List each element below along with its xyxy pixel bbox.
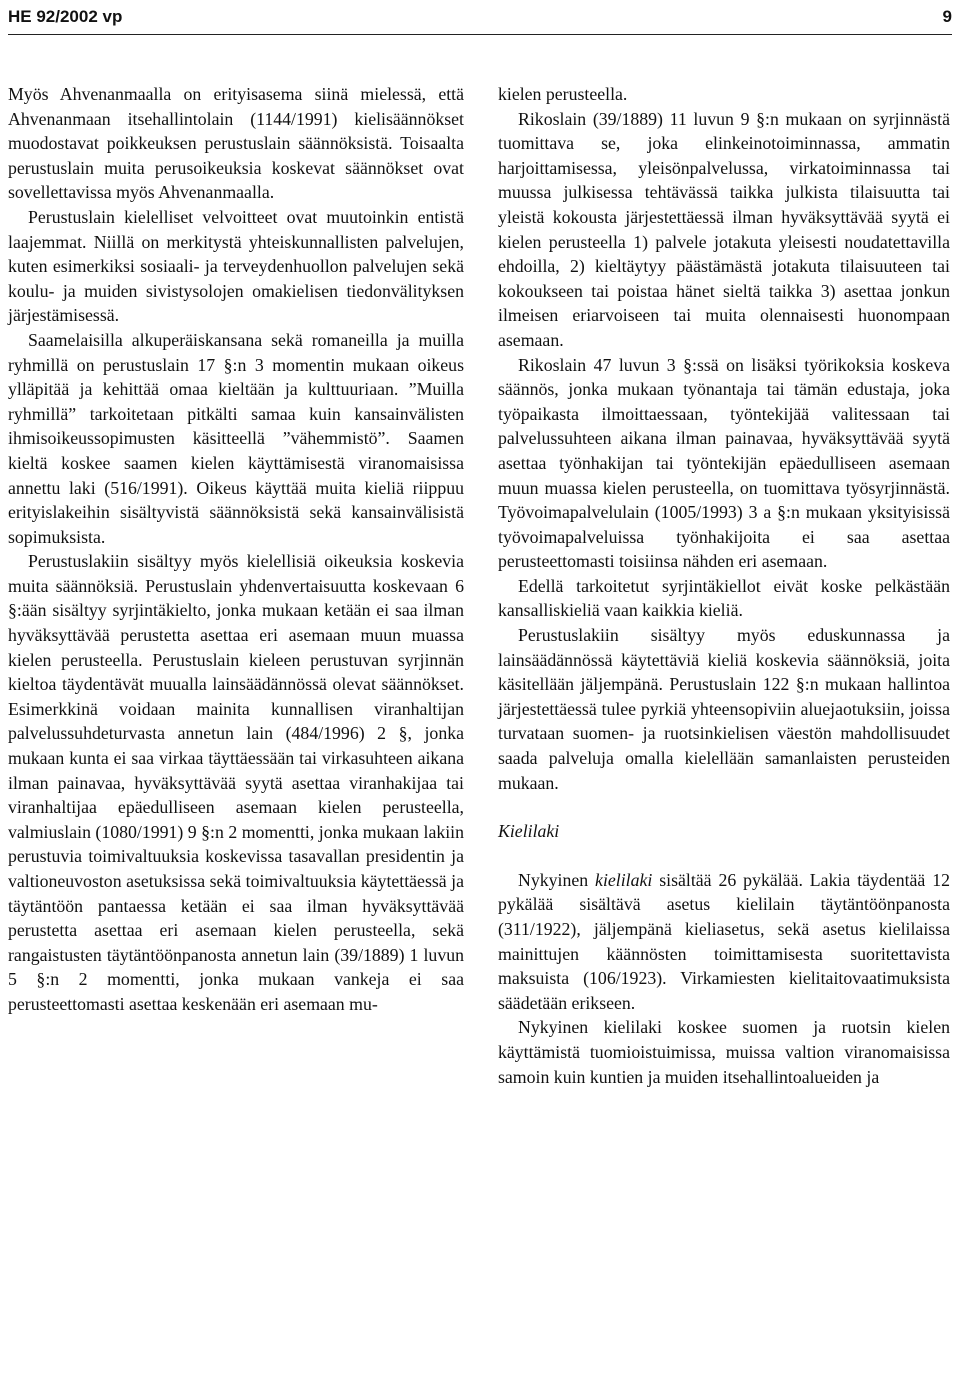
document-id: HE 92/2002 vp — [8, 7, 123, 26]
right-paragraph-3: Rikoslain 47 luvun 3 §:ssä on lisäksi työrikoksia koskeva säännös, jonka mukaan työnantaja tai tämän edustaja, joka työpaikasta ilmoittaessaan, työntekijää valitessaan tai palvelussuhteen aikana ilman painavaa, hyväksyttävää syytä asettaa työnhakijan tai työntekijän epäedulliseen asemaan muun muassa kielen perusteella, on tuomittava työsyrjinnästä. Työvoimapalvelulain (1005/1993) 3 a §:n mukaan yksityisissä työvoimapalveluissa työnhakijoita ei saa asettaa perusteettomasti toisiinsa nähden eri asemaan. — [498, 354, 950, 572]
left-paragraph-2: Perustuslain kielelliset velvoitteet ovat muutoinkin entistä laajemmat. Niillä on merkitystä yhteiskunnallisten palvelujen, kuten esimerkiksi sosiaali- ja terveydenhuollon palvelujen sekä koulu- ja muiden sivistysolojen omakielisen tiedonvälityksen järjestämisessä. — [8, 206, 464, 326]
right-paragraph-8: Nykyinen kielilaki koskee suomen ja ruotsin kielen käyttämistä tuomioistuimissa, muissa valtion viranomaisissa samoin kuin kuntien ja muiden itsehallintoalueiden ja — [498, 1017, 950, 1087]
right-paragraph-7 — [498, 868, 950, 1016]
left-paragraph-4: Perustuslakiin sisältyy myös kielellisiä oikeuksia koskevia muita säännöksiä. Perustuslain yhdenvertaisuutta koskevaan 6 §:ään sisältyy syrjintäkielto, jonka mukaan ketään ei saa ilman hyväksyttävää perustetta asettaa eri asemaan muun muassa kielen perusteella. Perustuslain kieleen perustuvan syrjinnän kieltoa täydentävät muualla lainsäädännössä olevat säännökset. Esimerkkinä voidaan mainita kunnallisen viranhaltijan palvelussuhdeturvasta annetun lain (484/1996) 2 §, jonka mukaan kunta ei saa virkaa täyttäessään tai virkasuhteen aikana ilman painavaa, hyväksyttävää syytä asettaa viranhakijaa tai viranhaltijaa epäedulliseen asemaan kielen perusteella, valmiuslain (1080/1991) 9 §:n 2 momentti, jonka mukaan lakiin perustuvia toimivaltuuksia koskevissa tasavallan presidentin ja valtioneuvoston asetuksissa sekä toimivaltuuksia käytettäessä ja täytäntöön pantaessa ketään ei saa ilman hyväksyttävää perustetta asettaa eri asemaan kielen perusteella, sekä rangaistusten täytäntöönpanosta annetun lain (39/1889) 1 luvun 5 §:n 2 momentti, jonka mukaan vankeja ei saa perusteettomasti asettaa keskenään eri asemaan mu- — [8, 551, 464, 1014]
right-heading-kielilaki: Kielilaki — [498, 821, 560, 842]
left-paragraph-1: Myös Ahvenanmaalla on erityisasema siinä mielessä, että Ahvenanmaan itsehallintolain (1144/1991) kielisäännökset muodostavat poikkeuksen perustuslain säännöksistä. Toisaalta perustuslain muita perusoikeuksia koskevat säännökset ovat sovellettavissa myös Ahvenanmaalla. — [8, 84, 464, 203]
paragraph-text: sisältää 26 pykälää. Lakia täydentää 12 pykälää sisältävä asetus kielilain täytäntöönpanosta (311/1922), jäljempänä kieliasetus, sekä asetus kielilaissa mainittujen käännösten toimittamisesta suoritettavista maksuista (106/1923). Virkamiesten kielitaitovaatimuksista säädetään erikseen. — [498, 869, 951, 1013]
right-column — [498, 82, 950, 1089]
left-column — [8, 82, 464, 1017]
header-rule — [8, 34, 952, 35]
page-number: 9 — [942, 7, 952, 26]
left-paragraph-3: Saamelaisilla alkuperäiskansana sekä romaneilla ja muilla ryhmillä on perustuslain 17 §:n 3 momentin mukaan oikeus ylläpitää ja kehittää omaa kieltään ja kulttuuriaan. ”Muilla ryhmillä” tarkoitetaan pitkälti samaa kuin kansainvälisten ihmisoikeussopimusten käsitteellä ”vähemmistö”. Saamen kieltä koskee saamen kielen käyttämisestä viranomaisissa annettu laki (516/1991). Oikeus käyttää muita kieliä riippuu erityislakeihin sisältyvistä säännöksistä sekä kansainvälisistä sopimuksista. — [8, 329, 464, 547]
page-header — [8, 5, 952, 33]
italic-term: kielilaki — [595, 869, 653, 890]
right-paragraph-2: Rikoslain (39/1889) 11 luvun 9 §:n mukaan on syrjinnästä tuomittava se, joka elinkeinotoiminnassa, ammatin harjoittamisessa, yleisönpalvelussa, virkatoiminnassa tai muussa julkisessa tehtävässä taikka julkista tilaisuutta tai yleistä kokousta järjestettäessä ilman hyväksyttävää syytä ei kielen perusteella 1) palvele jotakuta yleisesti noudatettavilla ehdoilla, 2) kieltäytyy päästämästä jotakuta tilaisuuteen tai kokoukseen tai poistaa hänet sieltä taikka 3) asettaa jonkun ilmeisen eriarvoiseen tai muita olennaisesti huonompaan asemaan. — [498, 108, 950, 350]
paragraph-text: Nykyinen — [518, 869, 596, 890]
right-paragraph-5: Perustuslakiin sisältyy myös eduskunnassa ja lainsäädännössä käytettäviä kieliä koskevia säännöksiä, joita käsitellään jäljempänä. Perustuslain 122 §:n mukaan hallintoa järjestettäessä tulee pyrkiä yhteensopiviin aluejaotuksiin, joissa turvataan suomen- ja ruotsinkielisen väestön mahdollisuudet saada palveluja omalla kielellään samanlaisten perusteiden mukaan. — [498, 625, 950, 793]
right-paragraph-4: Edellä tarkoitetut syrjintäkiellot eivät koske pelkästään kansalliskieliä vaan kaikkia kieliä. — [498, 575, 950, 621]
right-paragraph-1: kielen perusteella. — [498, 84, 628, 104]
